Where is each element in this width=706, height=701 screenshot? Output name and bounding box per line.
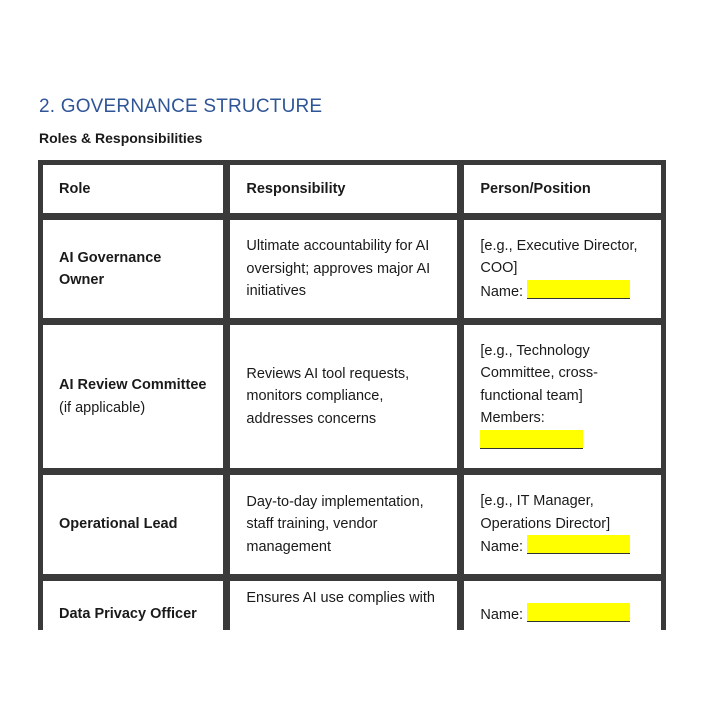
role-name: AI Review Committee xyxy=(59,377,207,393)
table-row xyxy=(41,218,663,320)
name-blank-field[interactable] xyxy=(527,603,630,622)
name-blank-field[interactable] xyxy=(527,535,630,554)
name-label: Name: xyxy=(480,283,524,300)
person-cell xyxy=(462,473,663,576)
table-row xyxy=(41,323,663,470)
responsibility-cell: Day-to-day implementation, staff training, vendor management xyxy=(228,473,459,576)
person-example: [e.g., Technology Committee, cross-functional team] xyxy=(480,342,599,404)
name-blank-field[interactable] xyxy=(527,280,630,299)
responsibility-cell: Reviews AI tool requests, monitors compliance, addresses concerns xyxy=(228,323,459,470)
header-responsibility: Responsibility xyxy=(228,163,459,215)
table-header-row xyxy=(41,163,663,215)
person-cell xyxy=(462,218,663,320)
role-cell: Data Privacy Officer xyxy=(41,579,225,630)
role-cell: AI Governance Owner xyxy=(41,218,225,320)
person-example: [e.g., IT Manager, Operations Director] xyxy=(480,493,611,532)
header-person: Person/Position xyxy=(462,163,663,215)
person-example: [e.g., Executive Director, COO] xyxy=(480,237,638,277)
person-cell xyxy=(462,579,663,630)
role-cell xyxy=(41,323,225,470)
header-role: Role xyxy=(41,163,225,215)
responsibility-cell: Ensures AI use complies with xyxy=(228,579,459,630)
subheading: Roles & Responsibilities xyxy=(39,130,203,146)
person-cell xyxy=(462,323,663,470)
members-label: Members: xyxy=(480,410,545,427)
responsibility-cell: Ultimate accountability for AI oversight; approves major AI initiatives xyxy=(228,218,459,320)
members-blank-field[interactable] xyxy=(480,430,583,449)
table-row xyxy=(41,473,663,576)
name-label: Name: xyxy=(480,607,524,623)
section-heading: 2. GOVERNANCE STRUCTURE xyxy=(39,96,323,117)
role-note: (if applicable) xyxy=(59,399,146,416)
role-cell: Operational Lead xyxy=(41,473,225,576)
table-row xyxy=(41,579,663,630)
roles-table xyxy=(38,160,666,630)
name-label: Name: xyxy=(480,539,524,556)
